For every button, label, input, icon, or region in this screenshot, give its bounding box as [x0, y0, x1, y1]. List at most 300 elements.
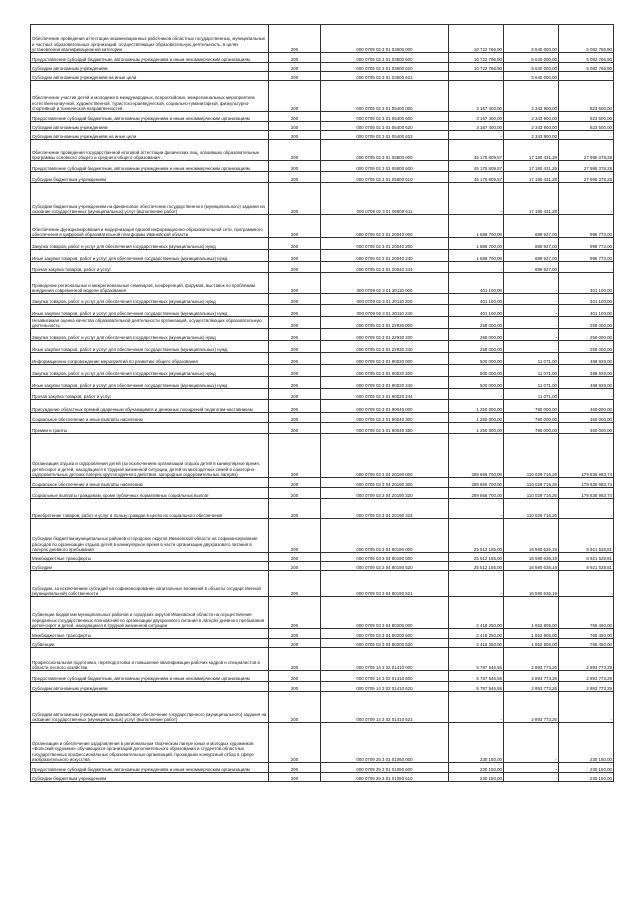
- row-kbk-cell: 000 0709 14 3 02 01410 600: [321, 671, 449, 682]
- row-kbk-cell: 000 0709 02 3 01 20110 000: [321, 273, 449, 294]
- row-unexecuted-cell: 2 893 773,29: [559, 648, 614, 671]
- row-executed-cell: 889 927,00: [504, 238, 559, 250]
- row-executed-cell: 889 927,00: [504, 250, 559, 262]
- row-code-cell: 200: [269, 112, 321, 122]
- row-kbk-cell: 000 0709 02 3 01 05800 000: [321, 140, 449, 161]
- row-name-cell: Организация и обеспечение оздоровления в региональном творческом лагере юных и молодых художников «Вольский художник» обучающихся организаций дополнительного образования и студентов областных государственных профессиональных образовательных организаций, прошедших конкурсный отбор в сфере изобразительного искусства: [31, 723, 269, 763]
- row-unexecuted-cell: 230 150,00: [559, 773, 614, 782]
- table-row: [31, 553, 614, 562]
- table-row: [31, 488, 614, 499]
- row-name-cell: Проведение региональных и межрегиональных семинаров, конференций, форумов, выставок по проблемам внедрения современной модели образования: [31, 273, 269, 294]
- row-name-cell: Субсидии бюджетным учреждениям: [31, 172, 269, 183]
- row-kbk-cell: 000 0709 02 3 01 90020 244: [321, 389, 449, 400]
- row-code-cell: 200: [269, 172, 321, 183]
- row-executed-cell: 11 071,00: [504, 377, 559, 389]
- row-kbk-cell: 000 0709 02 3 01 03600 000: [321, 25, 449, 53]
- row-name-cell: Иные закупки товаров, работ и услуг для обеспечения государственных (муниципальных) нужд: [31, 377, 269, 389]
- row-unexecuted-cell: 8 921 528,81: [559, 553, 614, 562]
- row-name-cell: Обеспечение проведения государственной итоговой аттестации физических лиц, освоивших образовательные программы основного общего и среднего общего образования: [31, 140, 269, 161]
- table-row: [31, 238, 614, 250]
- row-executed-cell: 1 652 805,00: [504, 629, 559, 639]
- row-kbk-cell: 000 0709 25 3 01 01060 610: [321, 773, 449, 782]
- row-name-cell: Закупка товаров, работ и услуг для обеспечения государственных (муниципальных) нужд: [31, 329, 269, 341]
- row-unexecuted-cell: 5 082 766,90: [559, 63, 614, 72]
- row-unexecuted-cell: 460 000,00: [559, 423, 614, 434]
- row-approved-cell: 45 175 809,57: [449, 140, 504, 161]
- table-row: [31, 629, 614, 639]
- row-approved-cell: 258 000,00: [449, 317, 504, 329]
- row-approved-cell: 25 512 165,00: [449, 519, 504, 553]
- row-unexecuted-cell: 179 836 983,74: [559, 434, 614, 478]
- row-kbk-cell: 000 0709 03 3 04 20190 320: [321, 488, 449, 499]
- row-executed-cell: 1 652 805,00: [504, 597, 559, 629]
- row-approved-cell: 3 167 400,00: [449, 122, 504, 131]
- row-name-cell: Обеспечение функционирования и модернизация единой информационно-образовательной сети, программного обеспечения в цифровой образовательной платформы Ивановской области: [31, 215, 269, 238]
- row-name-cell: Иные закупки товаров, работ и услуг для обеспечения государственных (муниципальных) нужд: [31, 250, 269, 262]
- table-row: [31, 671, 614, 682]
- row-executed-cell: 2 893 773,26: [504, 648, 559, 671]
- row-executed-cell: 110 029 716,26: [504, 478, 559, 488]
- row-code-cell: 200: [269, 215, 321, 238]
- row-approved-cell: 10 722 766,90: [449, 25, 504, 53]
- row-unexecuted-cell: -: [559, 131, 614, 140]
- row-approved-cell: 401 100,00: [449, 273, 504, 294]
- table-row: [31, 692, 614, 723]
- table-row: [31, 723, 614, 763]
- row-unexecuted-cell: 998 773,00: [559, 238, 614, 250]
- row-name-cell: Субвенции бюджетам муниципальных районов и городских округов Ивановской области на осуществление переданных государственных полномочий по организации двухразового питания в лагерях дневного пребывания детей-сирот и детей, находящихся в трудной жизненной ситуации: [31, 597, 269, 629]
- row-kbk-cell: 000 0709 02 3 01 05400 000: [321, 81, 449, 112]
- row-code-cell: 200: [269, 305, 321, 317]
- row-name-cell: Субсидии автономным учреждениям на финансовое обеспечение государственного (муниципального) задания на оказание государственных (муниципальных) услуг (выполнение работ): [31, 692, 269, 723]
- row-name-cell: Субсидии автономным учреждениям: [31, 63, 269, 72]
- row-executed-cell: -: [504, 305, 559, 317]
- row-unexecuted-cell: -: [559, 692, 614, 723]
- row-code-cell: 200: [269, 262, 321, 273]
- row-approved-cell: 5 787 546,55: [449, 671, 504, 682]
- row-kbk-cell: 000 0709 02 3 01 20040 200: [321, 238, 449, 250]
- row-kbk-cell: 000 0709 03 3 04 80200 500: [321, 629, 449, 639]
- row-kbk-cell: 000 0709 02 3 01 90040 000: [321, 400, 449, 413]
- row-approved-cell: 3 167 400,00: [449, 81, 504, 112]
- table-row: [31, 499, 614, 519]
- table-row: [31, 478, 614, 488]
- row-executed-cell: 11 071,00: [504, 353, 559, 365]
- row-executed-cell: 2 343 900,00: [504, 112, 559, 122]
- table-row: [31, 294, 614, 305]
- row-executed-cell: -: [504, 773, 559, 782]
- row-name-cell: Субсидии: [31, 562, 269, 571]
- row-kbk-cell: 000 0709 03 3 04 80190 000: [321, 519, 449, 553]
- row-name-cell: Обеспечение участия детей и молодежи в международных, всероссийских, межрегиональных мероприятиях естественнонаучной, художественной, туристско-краеведческой, социально-гуманитарной, физкультурно-спортивной и технической направленностей: [31, 81, 269, 112]
- row-kbk-cell: 000 0709 02 3 01 20110 240: [321, 305, 449, 317]
- row-code-cell: 200: [269, 140, 321, 161]
- table-row: [31, 400, 614, 413]
- table-row: [31, 413, 614, 423]
- row-name-cell: Межбюджетные трансферты: [31, 553, 269, 562]
- row-kbk-cell: 000 0709 03 3 04 80190 500: [321, 553, 449, 562]
- row-approved-cell: 1 888 700,00: [449, 215, 504, 238]
- table-row: [31, 81, 614, 112]
- row-name-cell: Социальное обеспечение и иные выплаты населению: [31, 478, 269, 488]
- row-code-cell: 200: [269, 562, 321, 571]
- row-name-cell: Социальные выплаты гражданам, кроме публичных нормативных социальных выплат: [31, 488, 269, 499]
- row-kbk-cell: 000 0709 02 3 01 22930 000: [321, 317, 449, 329]
- row-code-cell: 200: [269, 353, 321, 365]
- row-code-cell: 200: [269, 53, 321, 63]
- row-name-cell: Субсидии автономным учреждениям: [31, 122, 269, 131]
- row-executed-cell: 2 343 900,00: [504, 81, 559, 112]
- table-row: [31, 317, 614, 329]
- row-kbk-cell: 000 0709 02 3 01 22930 240: [321, 341, 449, 353]
- row-unexecuted-cell: 2 893 773,29: [559, 671, 614, 682]
- row-code-cell: 200: [269, 519, 321, 553]
- row-name-cell: Субвенции: [31, 639, 269, 648]
- row-code-cell: 200: [269, 692, 321, 723]
- row-approved-cell: -: [449, 692, 504, 723]
- row-kbk-cell: 000 0709 03 3 04 80200 530: [321, 639, 449, 648]
- row-approved-cell: -: [449, 571, 504, 597]
- row-kbk-cell: 000 0709 02 3 01 05800 610: [321, 172, 449, 183]
- row-approved-cell: 289 866 700,00: [449, 478, 504, 488]
- table-row: [31, 215, 614, 238]
- row-executed-cell: 17 180 431,29: [504, 140, 559, 161]
- row-unexecuted-cell: 823 500,00: [559, 122, 614, 131]
- row-approved-cell: -: [449, 389, 504, 400]
- table-row: [31, 639, 614, 648]
- row-unexecuted-cell: 401 100,00: [559, 305, 614, 317]
- row-code-cell: 200: [269, 499, 321, 519]
- row-approved-cell: 1 888 700,00: [449, 250, 504, 262]
- row-approved-cell: 258 000,00: [449, 341, 504, 353]
- row-code-cell: 200: [269, 250, 321, 262]
- row-name-cell: Субсидии автономным учреждениям: [31, 682, 269, 692]
- row-executed-cell: -: [504, 341, 559, 353]
- row-code-cell: 200: [269, 63, 321, 72]
- row-approved-cell: 401 100,00: [449, 294, 504, 305]
- row-kbk-cell: 000 0709 02 3 01 22930 200: [321, 329, 449, 341]
- row-executed-cell: 11 071,00: [504, 365, 559, 377]
- row-kbk-cell: 000 0709 03 3 04 80190 520: [321, 562, 449, 571]
- row-code-cell: 200: [269, 434, 321, 478]
- row-unexecuted-cell: 179 836 983,74: [559, 478, 614, 488]
- row-code-cell: 200: [269, 273, 321, 294]
- row-executed-cell: 110 029 716,26: [504, 434, 559, 478]
- row-name-cell: Предоставление субсидий бюджетным, автономным учреждениям и иным некоммерческим организациям: [31, 112, 269, 122]
- row-kbk-cell: 000 0709 02 3 01 90040 300: [321, 413, 449, 423]
- row-unexecuted-cell: 8 921 528,81: [559, 519, 614, 553]
- table-row: [31, 63, 614, 72]
- row-kbk-cell: 000 0709 03 3 04 80200 000: [321, 597, 449, 629]
- table-row: [31, 273, 614, 294]
- row-approved-cell: 25 512 165,00: [449, 553, 504, 562]
- row-unexecuted-cell: 230 150,00: [559, 763, 614, 773]
- row-approved-cell: 2 418 250,00: [449, 639, 504, 648]
- row-executed-cell: -: [504, 317, 559, 329]
- row-name-cell: Информационно-сопровождение мероприятий по развитию общего образования: [31, 353, 269, 365]
- row-name-cell: Субсидии бюджетам муниципальных районов и городских округов Ивановской области на софинансирование расходов по организации отдыха детей в каникулярное время в части организации двухразового питания в лагерях дневного пребывания: [31, 519, 269, 553]
- row-code-cell: 200: [269, 122, 321, 131]
- row-name-cell: Иные закупки товаров, работ и услуг для обеспечения государственных (муниципальных) нужд: [31, 341, 269, 353]
- row-approved-cell: -: [449, 183, 504, 215]
- row-unexecuted-cell: -: [559, 262, 614, 273]
- table-row: [31, 423, 614, 434]
- table-row: [31, 597, 614, 629]
- row-kbk-cell: 000 0709 02 3 01 05400 600: [321, 112, 449, 122]
- row-approved-cell: 230 150,00: [449, 773, 504, 782]
- row-approved-cell: -: [449, 262, 504, 273]
- row-code-cell: 200: [269, 648, 321, 671]
- row-unexecuted-cell: -: [559, 571, 614, 597]
- table-row: [31, 365, 614, 377]
- row-executed-cell: 17 180 431,29: [504, 161, 559, 172]
- table-row: [31, 773, 614, 782]
- row-executed-cell: 790 000,00: [504, 423, 559, 434]
- row-name-cell: Иные закупки товаров, работ и услуг для обеспечения государственных (муниципальных) нужд: [31, 305, 269, 317]
- row-executed-cell: 16 590 636,19: [504, 553, 559, 562]
- row-unexecuted-cell: 998 773,00: [559, 215, 614, 238]
- row-code-cell: 200: [269, 389, 321, 400]
- row-unexecuted-cell: 401 100,00: [559, 273, 614, 294]
- row-executed-cell: 17 180 431,29: [504, 183, 559, 215]
- table-row: [31, 53, 614, 63]
- row-kbk-cell: 000 0709 03 3 04 80190 521: [321, 571, 449, 597]
- row-executed-cell: -: [504, 329, 559, 341]
- row-executed-cell: 790 000,00: [504, 400, 559, 413]
- row-name-cell: Предоставление субсидий бюджетным, автономным учреждениям и иным некоммерческим организациям: [31, 763, 269, 773]
- row-code-cell: 200: [269, 25, 321, 53]
- row-name-cell: Межбюджетные трансферты: [31, 629, 269, 639]
- row-executed-cell: -: [504, 763, 559, 773]
- table-row: [31, 377, 614, 389]
- row-kbk-cell: 000 0709 03 3 04 20190 323: [321, 499, 449, 519]
- row-unexecuted-cell: 5 082 766,90: [559, 53, 614, 63]
- row-unexecuted-cell: 27 995 378,28: [559, 172, 614, 183]
- row-name-cell: Предоставление субсидий бюджетным, автономным учреждениям и иным некоммерческим организациям: [31, 671, 269, 682]
- row-kbk-cell: 000 0709 02 3 01 03600 622: [321, 72, 449, 81]
- row-executed-cell: 2 893 773,26: [504, 682, 559, 692]
- row-name-cell: Закупка товаров, работ и услуг для обеспечения государственных (муниципальных) нужд: [31, 365, 269, 377]
- row-approved-cell: 289 866 700,00: [449, 434, 504, 478]
- row-code-cell: 200: [269, 131, 321, 140]
- row-unexecuted-cell: 765 450,00: [559, 597, 614, 629]
- row-approved-cell: 230 150,00: [449, 723, 504, 763]
- row-unexecuted-cell: 401 100,00: [559, 294, 614, 305]
- row-approved-cell: 45 175 809,57: [449, 161, 504, 172]
- row-unexecuted-cell: 460 000,00: [559, 413, 614, 423]
- row-approved-cell: 1 888 700,00: [449, 238, 504, 250]
- row-approved-cell: 1 250 000,00: [449, 400, 504, 413]
- table-row: [31, 353, 614, 365]
- row-code-cell: 200: [269, 377, 321, 389]
- table-row: [31, 122, 614, 131]
- row-kbk-cell: 000 0709 25 3 01 01060 000: [321, 723, 449, 763]
- row-executed-cell: 16 590 636,19: [504, 571, 559, 597]
- table-row: [31, 262, 614, 273]
- table-body: [31, 25, 614, 782]
- row-code-cell: 200: [269, 597, 321, 629]
- row-unexecuted-cell: 488 929,00: [559, 377, 614, 389]
- row-name-cell: Премии и гранты: [31, 423, 269, 434]
- row-approved-cell: 500 000,00: [449, 377, 504, 389]
- row-unexecuted-cell: 765 450,00: [559, 629, 614, 639]
- table-row: [31, 25, 614, 53]
- row-code-cell: 200: [269, 72, 321, 81]
- table-row: [31, 571, 614, 597]
- row-approved-cell: 230 150,00: [449, 763, 504, 773]
- row-code-cell: 200: [269, 682, 321, 692]
- row-unexecuted-cell: 998 773,00: [559, 250, 614, 262]
- row-executed-cell: 889 927,00: [504, 262, 559, 273]
- row-kbk-cell: 000 0709 02 3 01 05800 600: [321, 161, 449, 172]
- row-unexecuted-cell: 823 500,00: [559, 112, 614, 122]
- row-executed-cell: 2 893 773,26: [504, 671, 559, 682]
- row-name-cell: Организация отдыха и оздоровления детей (за исключением организации отдыха детей в каникулярное время, детей-сирот и детей, находящихся в трудной жизненной ситуации, детей из многодетных семей в санаторно-оздоровительных детских лагерях круглогодичного действия, загородных оздоровительных лагерях): [31, 434, 269, 478]
- table-row: [31, 140, 614, 161]
- row-approved-cell: 401 100,00: [449, 305, 504, 317]
- row-name-cell: Обеспечение проведения аттестации экзаменационных работников областных государственных, муниципальных и частных образовательных организаций, осуществляющих образовательную деятельность, в целях установления квалификационной категории: [31, 25, 269, 53]
- table-row: [31, 329, 614, 341]
- table-row: [31, 183, 614, 215]
- row-name-cell: Предоставление субсидий бюджетным, автономным учреждениям и иным некоммерческим организациям: [31, 53, 269, 63]
- row-kbk-cell: 000 0709 14 3 02 01410 620: [321, 682, 449, 692]
- table-row: [31, 763, 614, 773]
- table-row: [31, 112, 614, 122]
- row-name-cell: Субсидии бюджетным учреждениям на финансовое обеспечение государственного (муниципального) задания на оказание государственных (муниципальных) услуг (выполнение работ): [31, 183, 269, 215]
- row-code-cell: 200: [269, 81, 321, 112]
- row-kbk-cell: 000 0709 02 3 01 05400 622: [321, 131, 449, 140]
- row-unexecuted-cell: 27 995 378,28: [559, 161, 614, 172]
- row-code-cell: 200: [269, 317, 321, 329]
- row-kbk-cell: 000 0709 02 3 01 90020 000: [321, 353, 449, 365]
- row-unexecuted-cell: 823 500,00: [559, 81, 614, 112]
- row-approved-cell: -: [449, 72, 504, 81]
- row-executed-cell: 16 590 636,19: [504, 562, 559, 571]
- document-page: [30, 24, 613, 782]
- row-kbk-cell: 000 0709 25 3 01 01060 600: [321, 763, 449, 773]
- row-executed-cell: 889 927,00: [504, 215, 559, 238]
- row-kbk-cell: 000 0709 14 3 02 01410 621: [321, 692, 449, 723]
- row-approved-cell: -: [449, 499, 504, 519]
- row-code-cell: 200: [269, 639, 321, 648]
- row-executed-cell: -: [504, 723, 559, 763]
- row-kbk-cell: 000 0709 02 3 01 03600 600: [321, 53, 449, 63]
- row-name-cell: Социальное обеспечение и иные выплаты населению: [31, 413, 269, 423]
- row-name-cell: Прочая закупка товаров, работ и услуг: [31, 262, 269, 273]
- table-row: [31, 131, 614, 140]
- row-executed-cell: 110 029 716,26: [504, 488, 559, 499]
- row-code-cell: 200: [269, 671, 321, 682]
- row-kbk-cell: 000 0709 02 3 01 20040 240: [321, 250, 449, 262]
- row-approved-cell: 3 167 400,00: [449, 112, 504, 122]
- row-executed-cell: 16 590 636,19: [504, 519, 559, 553]
- row-name-cell: Закупка товаров, работ и услуг для обеспечения государственных (муниципальных) нужд: [31, 238, 269, 250]
- table-row: [31, 519, 614, 553]
- table-row: [31, 72, 614, 81]
- table-row: [31, 648, 614, 671]
- row-code-cell: 200: [269, 488, 321, 499]
- row-executed-cell: 5 640 000,00: [504, 53, 559, 63]
- row-kbk-cell: 000 0709 02 3 01 20040 000: [321, 215, 449, 238]
- row-executed-cell: -: [504, 273, 559, 294]
- row-approved-cell: 45 175 809,57: [449, 172, 504, 183]
- row-executed-cell: 2 343 900,00: [504, 122, 559, 131]
- row-executed-cell: 5 640 000,00: [504, 63, 559, 72]
- row-name-cell: Профессиональная подготовка, переподготовка и повышение квалификации рабочих кадров и специалистов в области лесного хозяйства: [31, 648, 269, 671]
- row-kbk-cell: 000 0709 02 3 01 05800 611: [321, 183, 449, 215]
- row-code-cell: 200: [269, 238, 321, 250]
- row-name-cell: Субсидии, за исключением субсидий на софинансирование капитальных вложений в объекты государственной (муниципальной) собственности: [31, 571, 269, 597]
- row-unexecuted-cell: 179 836 983,74: [559, 488, 614, 499]
- table-row: [31, 682, 614, 692]
- row-approved-cell: -: [449, 131, 504, 140]
- row-kbk-cell: 000 0709 02 3 01 90020 200: [321, 365, 449, 377]
- row-code-cell: 200: [269, 365, 321, 377]
- table-row: [31, 161, 614, 172]
- row-unexecuted-cell: 230 150,00: [559, 723, 614, 763]
- row-name-cell: Предоставление субсидий бюджетным, автономным учреждениям и иным некоммерческим организациям: [31, 161, 269, 172]
- row-code-cell: 200: [269, 341, 321, 353]
- budget-execution-table: [30, 24, 614, 782]
- row-name-cell: Субсидии автономным учреждениям на иные цели: [31, 72, 269, 81]
- row-executed-cell: 2 893 773,26: [504, 692, 559, 723]
- table-row: [31, 562, 614, 571]
- row-approved-cell: 289 866 700,00: [449, 488, 504, 499]
- row-approved-cell: 1 250 000,00: [449, 423, 504, 434]
- row-name-cell: Субсидии бюджетным учреждениям: [31, 773, 269, 782]
- row-kbk-cell: 000 0709 02 3 01 03600 620: [321, 63, 449, 72]
- row-approved-cell: 2 418 250,00: [449, 629, 504, 639]
- row-executed-cell: 11 071,00: [504, 389, 559, 400]
- row-unexecuted-cell: 5 082 766,90: [559, 25, 614, 53]
- row-approved-cell: 1 250 000,00: [449, 413, 504, 423]
- row-name-cell: Закупка товаров, работ и услуг для обеспечения государственных (муниципальных) нужд: [31, 294, 269, 305]
- row-kbk-cell: 000 0709 02 3 01 90040 350: [321, 423, 449, 434]
- row-unexecuted-cell: 2 893 773,29: [559, 682, 614, 692]
- row-unexecuted-cell: 258 000,00: [559, 329, 614, 341]
- row-code-cell: 200: [269, 478, 321, 488]
- row-code-cell: 200: [269, 571, 321, 597]
- row-approved-cell: 10 722 766,90: [449, 63, 504, 72]
- table-row: [31, 250, 614, 262]
- row-code-cell: 200: [269, 773, 321, 782]
- row-unexecuted-cell: 460 000,00: [559, 400, 614, 413]
- row-name-cell: Приобретение товаров, работ и услуг в пользу граждан в целях их социального обеспечения: [31, 499, 269, 519]
- row-kbk-cell: 000 0709 02 3 01 20040 244: [321, 262, 449, 273]
- row-approved-cell: 500 000,00: [449, 365, 504, 377]
- row-name-cell: Прочая закупка товаров, работ и услуг: [31, 389, 269, 400]
- row-code-cell: 200: [269, 400, 321, 413]
- row-approved-cell: 258 000,00: [449, 329, 504, 341]
- row-unexecuted-cell: 258 000,00: [559, 341, 614, 353]
- row-kbk-cell: 000 0709 02 3 01 20110 200: [321, 294, 449, 305]
- row-kbk-cell: 000 0709 03 3 04 20190 300: [321, 478, 449, 488]
- row-code-cell: 200: [269, 161, 321, 172]
- row-unexecuted-cell: 27 995 378,28: [559, 140, 614, 161]
- row-code-cell: 200: [269, 629, 321, 639]
- row-unexecuted-cell: 8 921 528,81: [559, 562, 614, 571]
- row-code-cell: 200: [269, 329, 321, 341]
- row-code-cell: 200: [269, 763, 321, 773]
- row-name-cell: Субсидии автономным учреждениям на иные цели: [31, 131, 269, 140]
- row-code-cell: 200: [269, 553, 321, 562]
- row-unexecuted-cell: -: [559, 183, 614, 215]
- row-unexecuted-cell: 765 450,00: [559, 639, 614, 648]
- row-code-cell: 200: [269, 723, 321, 763]
- row-approved-cell: 2 418 250,00: [449, 597, 504, 629]
- row-executed-cell: 2 343 900,00: [504, 131, 559, 140]
- row-executed-cell: 17 180 431,29: [504, 172, 559, 183]
